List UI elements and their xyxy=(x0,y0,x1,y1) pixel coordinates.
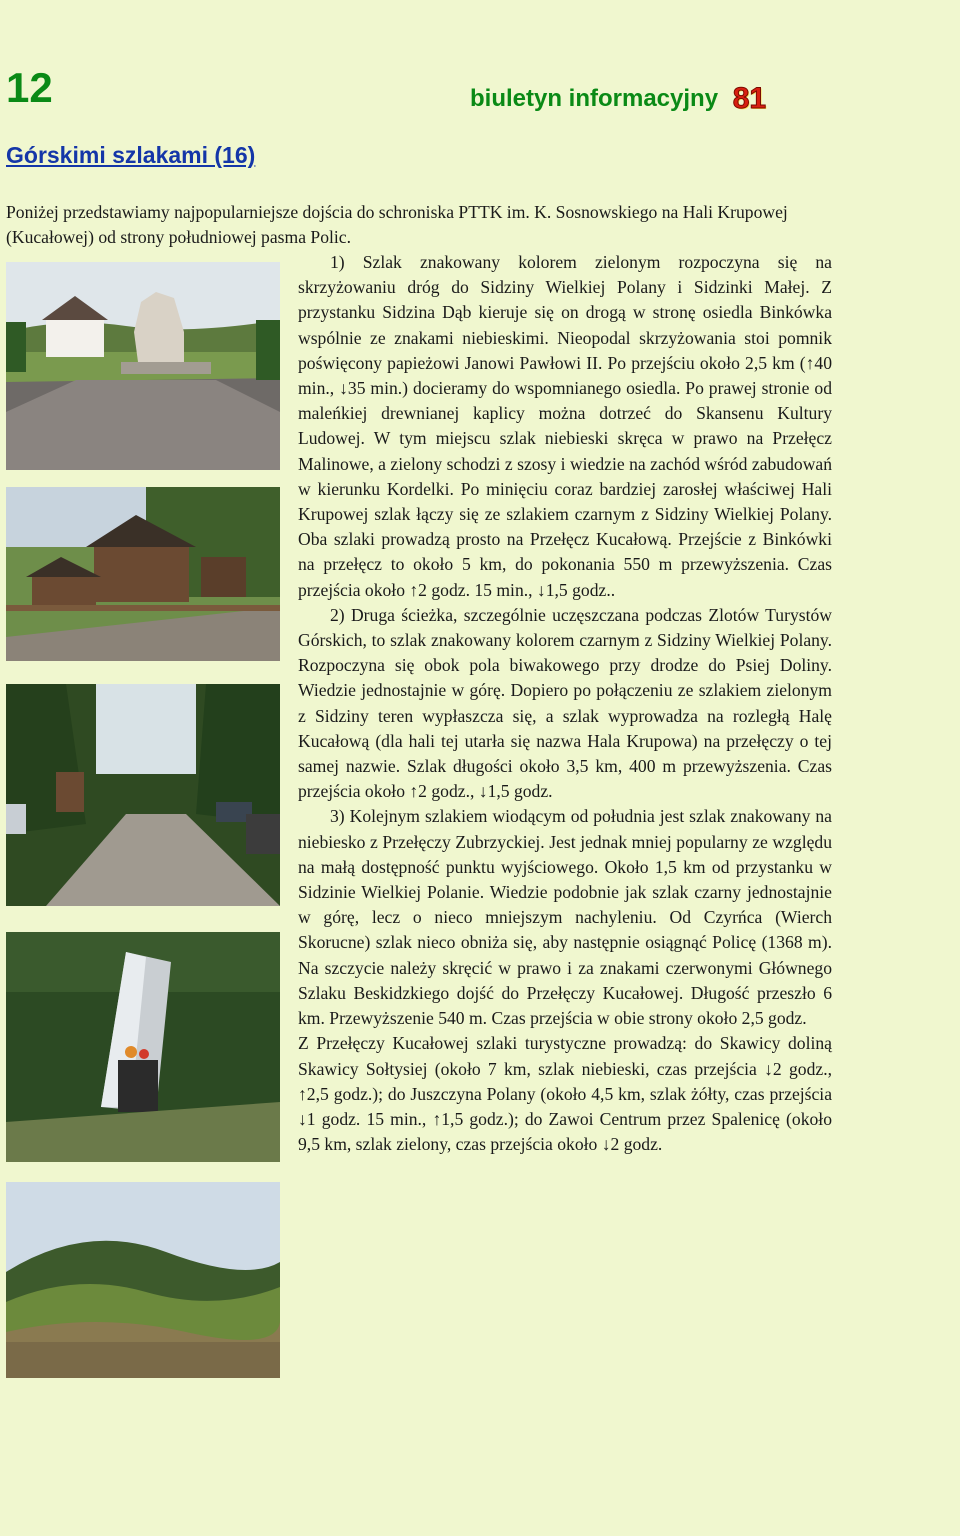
page-number: 12 xyxy=(6,64,53,111)
bulletin-label: biuletyn informacyjny xyxy=(470,85,719,112)
photo-monument-square xyxy=(6,262,280,470)
trail-black-paragraph: 2) Druga ścieżka, szczególnie uczęszczana podczas Zlotów Turystów Górskich, to szlak znakowany kolorem czarnym z Sidziny Wielkiej Polany. Rozpoczyna się obok pola biwakowego przy drodze do Psiej Doliny. Wiedzie jednostajnie w górę. Dopiero po połączeniu ze szlakiem zielonym z Sidziny teren wypłaszcza się, a szlak wyprowadza na rozległą Halę Kucałową (dla hali tej utarła się nazwa Hala Krupowa) na przełęczy o tej samej nazwie. Szlak długości około 3,5 km, 400 m przewyższenia. Czas przejścia około ↑2 godz., ↓1,5 godz. xyxy=(298,604,832,802)
article-title: Górskimi szlakami (16) xyxy=(6,142,256,168)
article-intro: Poniżej przedstawiamy najpopularniejsze dojścia do schroniska PTTK im. K. Sosnowskiego na Hali Krupowej (Kucałowej) od strony południowej pasma Polic. xyxy=(6,202,788,247)
trail-green-paragraph: 1) Szlak znakowany kolorem zielonym rozpoczyna się na skrzyżowaniu dróg do Sidziny Wielkiej Polany i Sidzinki Małej. Z przystanku Sidzina Dąb kieruje się on drogą w stronę osiedla Binkówka wspólnie ze znakami niebieskimi. Nieopodal skrzyżowania stoi pomnik poświęcony papieżowi Janowi Pawłowi II. Po przejściu około 2,5 km (↑40 min., ↓35 min.) docieramy do wspomnianego osiedla. Po prawej stronie od maleńkiej drewnianej kaplicy można dotrzeć do Skansenu Kultury Ludowej. W tym miejscu szlak niebieski skręca w prawo na Przełęcz Malinowe, a zielony schodzi z szosy i wiedzie na zachód wśród zabudowań w kierunku Kordelki. Po minięciu coraz bardziej zarosłej właściwej Hali Krupowej szlak łączy się ze szlakiem czarnym z Sidziny Wielkiej Polany. Oba szlaki prowadzą prosto na Przełęcz Kucałową. Przejście z Binkówki na przełęcz to około 5 km, do pokonania 550 m przewyższenia. Czas przejścia około ↑2 godz. 15 min., ↓1,5 godz.. xyxy=(298,252,832,600)
photo-steel-memorial xyxy=(6,932,280,1162)
other-trails-paragraph: Z Przełęczy Kucałowej szlaki turystyczne prowadzą: do Skawicy doliną Skawicy Sołtysiej (około 7 km, szlak niebieski, czas przejścia ↓2 godz., ↑2,5 godz.); do Juszczyna Polany (około 4,5 km, szlak żółty, czas przejścia ↓1 godz. 15 min., ↑1,5 godz.); do Zawoi Centrum przez Spalenicę (około 9,5 km, szlak zielony, czas przejścia około ↓2 godz. xyxy=(298,1033,832,1155)
photo-skansen-buildings xyxy=(6,487,280,661)
article-body xyxy=(298,250,832,1157)
issue-number: 81 xyxy=(732,82,767,115)
trail-blue-paragraph: 3) Kolejnym szlakiem wiodącym od południa jest szlak znakowany na niebiesko z Przełęczy Zubrzyckiej. Jest jednak mniej popularny ze względu na małą dostępność punktu wyjściowego. Około 1,5 km od przystanku w Sidzinie Wielkiej Polanie. Wiedzie podobnie jak szlak czarny jednostajnie w górę, lecz o nieco mniejszym nachyleniu. Od Czyrńca (Wierch Skorucne) szlak nieco obniża się, aby następnie osiągnąć Policę (1368 m). Na szczycie należy skręcić w prawo i za znakami czerwonymi Głównego Szlaku Beskidzkiego dojść do Przełęczy Kucałowej. Długość przeszło 6 km. Przewyższenie 540 m. Czas przejścia w obie strony około 2,5 godz. xyxy=(298,806,832,1029)
bulletin-header xyxy=(470,82,766,116)
photo-mountain-landscape xyxy=(6,1182,280,1378)
photo-forest-trail-start xyxy=(6,684,280,906)
